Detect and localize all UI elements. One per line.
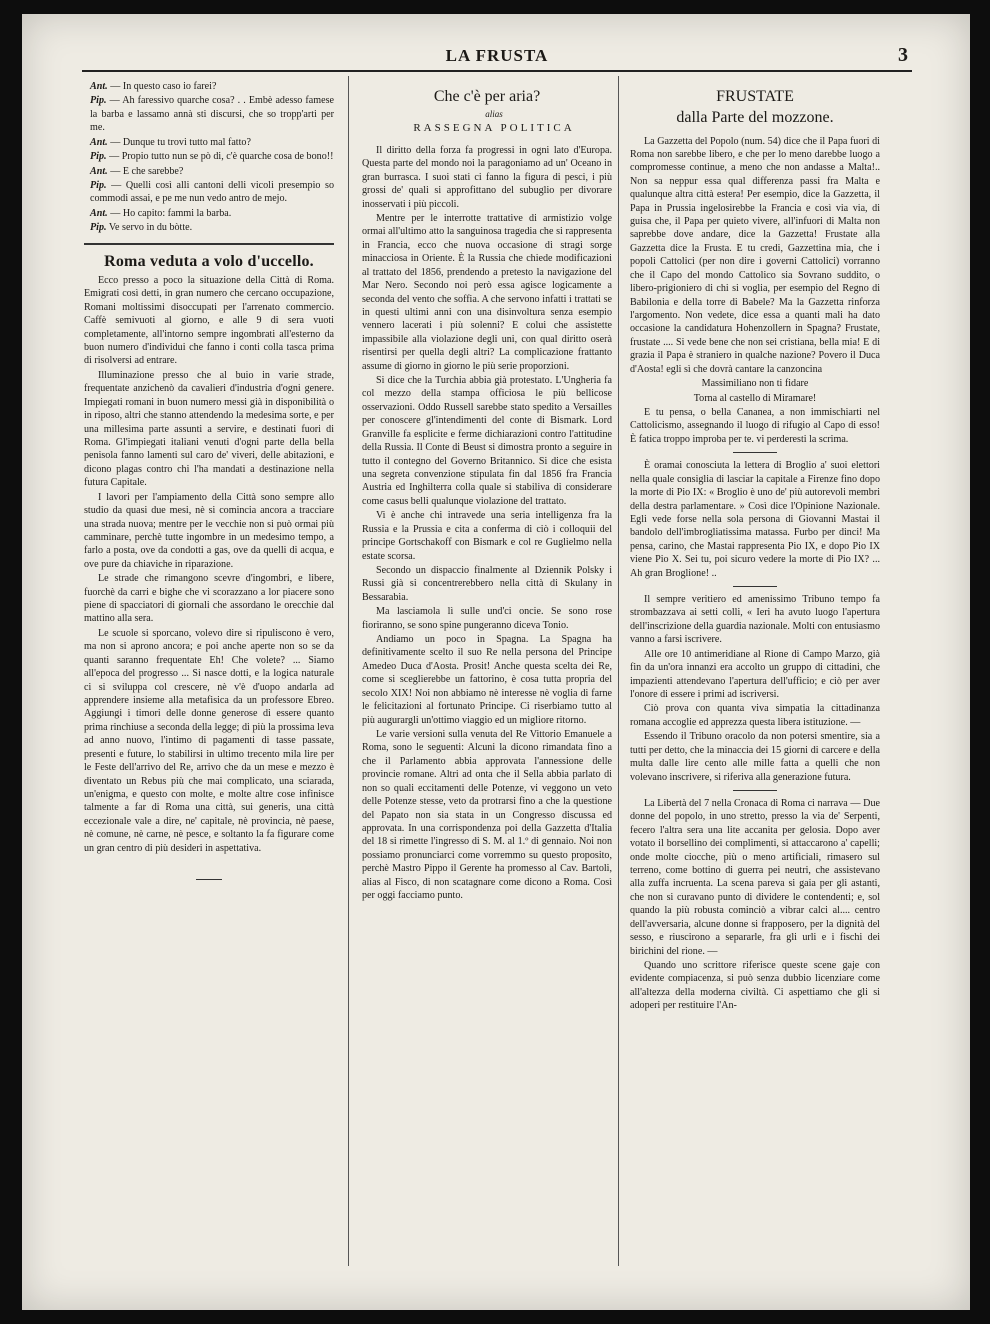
dialogue-text: — E che sarebbe?	[107, 165, 184, 177]
column-2	[362, 80, 612, 1270]
paragraph: Andiamo un poco in Spagna. La Spagna ha definitivamente scelto il suo Re nella persona del Principe Amedeo Duca d'Aosta. Prosit! Anche questa scelta dei Re, come si sceglierebbe un fattorino, è cosa tutta propria del secolo XIX! Noi non abbiamo nè interesse nè voglia di farne le felicitazioni al fortunato Principe. Ci riserbiamo tutto al più augurargli un'ottimo viaggio ed un migliore ritorno.	[362, 634, 612, 726]
dialogue-line	[84, 165, 334, 178]
speaker-label: Pip.	[90, 179, 107, 191]
paragraph: Mentre per le interrotte trattative di armistizio volge ormai all'ultimo atto la sanguinosa tragedia che si rappresenta in Francia, ecco che nuova occasione di stragi sorge minacciosa in Oriente. È la Russia che chiede modificazioni al trattato del 1856, prendendo a pretesto la navigazione del Mar Nero. Secondo noi però essa agisce logicamente a seconda del vento che soffia. A che servono infatti i trattati se in questi ultimi anni con una disinvoltura senza esempio vennero lacerati i più solenni? E colui che assistette impassibile alla violazione degli uni, con qual diritto oserà risentirsi per quella degli altri? La complicazione frattanto assume di giorno in giorno le più serie proporzioni.	[362, 212, 612, 372]
item-cananea	[630, 406, 880, 446]
dialogue-line	[84, 136, 334, 149]
paragraph: Il diritto della forza fa progressi in ogni lato d'Europa. Questa parte del mondo noi la paragoniamo ad un' Oceano in gran burrasca. I suoi stati ci fanno la figura di pesci, i più grossi de' quali si approfittano del subuglio per divorare inosservati i più piccoli.	[362, 144, 612, 210]
item-tribuno	[630, 593, 880, 784]
paragraph: Il sempre veritiero ed amenissimo Tribuno tempo fa strombazzava ai setti colli, « Ieri ha avuto luogo l'apertura dell'inscrizione della guardia nazionale. Molti con entusiasmo vanno a farsi iscrivere.	[630, 594, 880, 646]
paragraph: Le scuole si sporcano, volevo dire si ripuliscono è vero, ma non si aprono ancora; e poi anche aperte non so se da quanti saranno frequentate Eh! Che volete? ... Siamo all'epoca del progresso ... Si nasce dotti, e la logica naturale ci si sviluppa col crescere, nè v'è d'uopo andarla ad apprendere insieme alla metafisica da un professore Ebreo. Aggiungi i timori delle donne generose di essere quanto prima rinchiuse a seconda della legge; di più la prossima leva ad anno nuovo, l'intimo di pagamenti di tasse passate, presenti e future, lo stabilirsi in ultimo trecento mila lire per le Feste dell'arrivo del Re, arrivo che da un mese e mezzo è diventato un Rebus più che mai complicato, una sciarada, un'enigma, e questo con molte, e molte altre cose infinisce talmente a far di Roma una città, sui generis, una città eccezionale vale a dire, ne' capitale, nè provincia, nè paese, nè comune, nè carne, nè pesce, e soltanto la fa figurare come un gran centro di più desideri in aspettativa.	[84, 627, 334, 854]
speaker-label: Ant.	[90, 165, 108, 177]
speaker-label: Pip.	[90, 222, 107, 234]
dialogue-block	[84, 80, 334, 235]
article-title-aria: Che c'è per aria?	[433, 88, 541, 105]
page-number: 3	[898, 44, 908, 66]
speaker-label: Ant.	[90, 81, 108, 92]
dialogue-line	[84, 221, 334, 234]
paragraph: Ecco presso a poco la situazione della Città di Roma. Emigrati così detti, in gran numero che cercano occupazione, Romani moltissimi disoccupati per l'arrenato commercio. Caffè semivuoti al giorno, e alle 9 di sera vuoti completamente, all'intorno sempre ingombrati all'esterno da buon numero d'individui che fanno i conti colla tasca prima di risolversi ad entrare.	[84, 274, 334, 367]
paragraph: Ma lasciamola lì sulle und'ci oncie. Se sono rose fioriranno, se sono spine pungeranno diceva Tonio.	[362, 606, 612, 631]
newspaper-title: LA FRUSTA	[445, 46, 549, 65]
paragraph: Illuminazione presso che al buio in varie strade, frequentate anzichenò da cavalieri d'industria d'ogni genere. Impiegati romani in buon numero messi già in disponibilità o in riposo, altri che stanno attendendo la medesima sorte, e per una millesima parte assunti a servire, e destinati fuori di Roma. Gl'impiegati italiani venuti d'ogni parte della bella penisola fanno lamenti sul caro de' viveri, delle abitazioni, e dicono plagas contro chi l'ha mandati a destinazione nella futura Capitale.	[84, 369, 334, 489]
speaker-label: Ant.	[90, 136, 108, 148]
item-gazzetta	[630, 135, 880, 377]
item-divider	[733, 586, 777, 587]
dialogue-line	[84, 207, 334, 220]
column-rule	[348, 76, 349, 1266]
article-body-roma	[84, 274, 334, 855]
article-title-roma: Roma veduta a volo d'uccello.	[104, 252, 314, 270]
dialogue-text: — Quelli così alli cantoni delli vicoli presempio so commodi assai, e pe me nun vedo antro de mejo.	[90, 179, 334, 205]
article-subtitle: RASSEGNA POLITICA	[413, 122, 575, 135]
paragraph: I lavori per l'ampiamento della Città sono sempre allo studio da quasi due mesi, nè si comincia ancora a tracciare una strada nuova; mentre per le vecchie non si può ormai più camminare, perchè tutte ingombre in un medesimo tempo, a farlo a posta, ove da condotti a gas, ove da quelli di acqua, e ove pure da chiaviche in riparazione.	[84, 491, 334, 570]
paragraph: Si dice che la Turchia abbia già protestato. L'Ungheria fa col mezzo della stampa officiosa le più bellicose osservazioni. Oddo Russell sarebbe stato spedito a Versailles per conoscere gl'intendimenti del conte di Bismark. Lord Granville fa esplicite e ferme dichiarazioni contro l'attitudine della Russia. Il Conte di Beust si dimostra pronto a seguire in tutto il contegno del Governo Britannico. Si dice che esista una segreta convenzione stipulata fin dal 1856 fra Francia Austria ed Inghilterra colla quale si stabiliva di considerare come casus belli qualunque violazione del trattato.	[362, 375, 612, 507]
newspaper-page	[22, 14, 970, 1310]
verse-line: Torna al castello di Miramare!	[693, 392, 817, 404]
end-mark	[196, 879, 222, 880]
paragraph: Le strade che rimangono scevre d'ingombri, e libere, fuorchè da carri e bighe che vi scorazzano a lor piacere sono piene di spacciatori di giornali che assordano le orecchie dal mattino alla sera.	[84, 573, 334, 625]
dialogue-text: Ve servo in du bòtte.	[106, 222, 193, 234]
paragraph: Quando uno scrittore riferisce queste scene gaje con evidente compiacenza, si può senza dubbio licenziare come all'altezza della moderna civiltà. Ci aspettiamo che gli si adoperi per restituire l'An-	[630, 960, 880, 1012]
item-divider	[733, 452, 777, 453]
column-3	[630, 80, 880, 1270]
item-liberta	[630, 797, 880, 1013]
paragraph: Vi è anche chi intravede una seria intelligenza fra la Russia e la Prussia e cita a conferma di ciò i colloquii del principe Gortschakoff con Bismark e col re Guglielmo nella estate scorsa.	[362, 510, 612, 562]
paragraph: Secondo un dispaccio finalmente al Dziennik Polsky i Russi già si concentrerebbero nella città di Skulany in Bessarabia.	[362, 564, 612, 603]
article-alias: alias	[485, 109, 503, 120]
article-title-frustate: FRUSTATE	[716, 88, 794, 105]
speaker-label: Pip.	[90, 151, 107, 163]
speaker-label: Ant.	[90, 207, 108, 219]
dialogue-text: — Ah faressivo quarche cosa? . . Embè adesso famese la barba e lassamo annà sti discursi, che so tropp'arti per me.	[90, 95, 334, 134]
verse-line: Massimiliano non ti fidare	[701, 378, 809, 390]
column-1	[84, 80, 334, 1270]
paragraph: La Libertà del 7 nella Cronaca di Roma ci narrava — Due donne del popolo, in uno stretto, presso la via de' Serpenti, fecero l'altra sera una lite accanita per gelosia. Dopo aver votato il borsellino dei complimenti, si attaccarono a' capelli; onde molte ciocche, più o meno artificiali, rimasero sul terreno, come bottino di guerra pei neutri, che assistevano alla zuffa incruenta. La scena pareva si gaia per gli astanti, che non si curavano punto di dividere le contendenti; e, sol quando la più robusta cominciò a vibrar calci al.... centro dell'avversaria, alcune donne si frapposero, per la dignità del sesso, e riuscirono a separarle, fra gli urli e i fischi dei birichini del rione. —	[630, 797, 880, 957]
paragraph: È oramai conosciuta la lettera di Broglio a' suoi elettori nella quale consiglia di lasciar la capitale a Firenze fino dopo la morte di Pio IX: « Broglio è uno de' più autorevoli membri della destra parlamentare. » Così dice l'Opinione Nazionale. Egli vede forse nella sola persona di Giovanni Mastai il bandolo dell'imbrogliatissima matassa. Furbo per dinci! Ma pensa, carino, che Mastai rappresenta Pio IX, e dopo Pio IX viene Pio X. Sei tu, poi sicuro vedere la morte di Pio IX? ... Ah gran Broglione! ..	[630, 460, 880, 579]
dialogue-line	[84, 94, 334, 134]
dialogue-line	[84, 179, 334, 206]
item-divider	[733, 790, 777, 791]
paragraph: E tu pensa, o bella Cananea, a non immischiarti nel Cattolicismo, assegnando il luogo di rifugio al Capo di esso! È fatica troppo improba per te. vi perderesti la scrima.	[630, 406, 880, 445]
article-subtitle-frustate: dalla Parte del mozzone.	[676, 109, 834, 127]
dialogue-text: — Propio tutto nun se pò di, c'è quarche cosa de bono!!	[106, 151, 334, 163]
dialogue-text: — Ho capito: fammi la barba.	[107, 207, 232, 219]
speaker-label: Pip.	[90, 95, 107, 107]
item-broglio	[630, 459, 880, 580]
paragraph: Ciò prova con quanta viva simpatia la cittadinanza romana accoglie ed apprezza questa libera istituzione. —	[630, 703, 880, 728]
dialogue-text: — Dunque tu trovi tutto mal fatto?	[107, 136, 251, 148]
column-rule	[618, 76, 619, 1266]
paragraph: La Gazzetta del Popolo (num. 54) dice che il Papa fuori di Roma non sarebbe libero, e che per lo meno darebbe luogo a compromesse continue, a meno che non andasse a Malta!.. Non sa neppur essa qual differenza passi fra Malta e qualunque altra città estera! Per esempio, dice la Gazzetta, il Papa in Prussia ingelosirebbe la Francia e così via via, di guisa che, il Papa per quieto vivere, all'infuori di Malta non saprebbe dove andare, dice la Gazzetta! Frustate alla Gazzetta dice la Frusta. E tu credi, Gazzettina mia, che i popoli Cattolici (per non dire i governi Cattolici) vorranno che il Capo del mondo Cattolico sia Sovrano suddito, o libero-prigioniero di chi si voglia, per esempio del Regno di Babilonia e della torre di Babele? Ma la Gazzetta rinforza l'argomento. Non vedete, dice essa a quanti mali ha dato occasione la candidatura Hohenzollern in Spagna? Frustate, frustate .... Si vede bene che non sei cristiana, bella mia! E di grazia il Papa è straniero in qualche nazione? Povero il Duca d'Aosta! egli sì che dovrà cantare la canzoncina	[630, 135, 880, 375]
dialogue-line	[84, 150, 334, 163]
article-body-aria	[362, 144, 612, 903]
masthead	[82, 44, 912, 72]
paragraph: Essendo il Tribuno oracolo da non potersi smentire, sia a tutti per detto, che la minaccia dei 15 giorni di carcere e della multa dalle lire cento alle mille fatta a quelli che non volevano inscrivere, si riferiva alla generazione futura.	[630, 731, 880, 783]
section-divider	[84, 243, 334, 245]
paragraph: Alle ore 10 antimeridiane al Rione di Campo Marzo, già fin da un'ora innanzi era accolto un gruppo di cittadini, che impazienti attendevano l'apertura dell'ufficio; e ciò per aver l'onore di essere i primi ad iscriversi.	[630, 648, 880, 700]
paragraph: Le varie versioni sulla venuta del Re Vittorio Emanuele a Roma, sono le seguenti: Alcuni la dicono rimandata fino a che il Parlamento abbia approvata l'annessione delle provincie romane. Altri ad onta che il Sella abbia parlato di non so quali eccitamenti delle Potenze, vi veggono un veto delle Potenze stesse, veto da protrarsi fino a che la questione del Papato non sia stata in un Congresso discussa ed approvata. In una corrispondenza poi della Gazzetta d'Italia del 18 si rimette l'ingresso di S. M. al 1.º di gennaio. Noi non possiamo pronunciarci come vorremmo su questo proposito, perchè Mastro Pippo il Gerente ha promesso al Cav. Bartoli, alias al Fisco, di non scatagnare come dicono a Roma. Così per oggi facciamo punto.	[362, 729, 612, 902]
dialogue-text: — In questo caso io farei?	[107, 81, 217, 92]
dialogue-line	[84, 80, 334, 93]
verse-block	[630, 377, 880, 405]
